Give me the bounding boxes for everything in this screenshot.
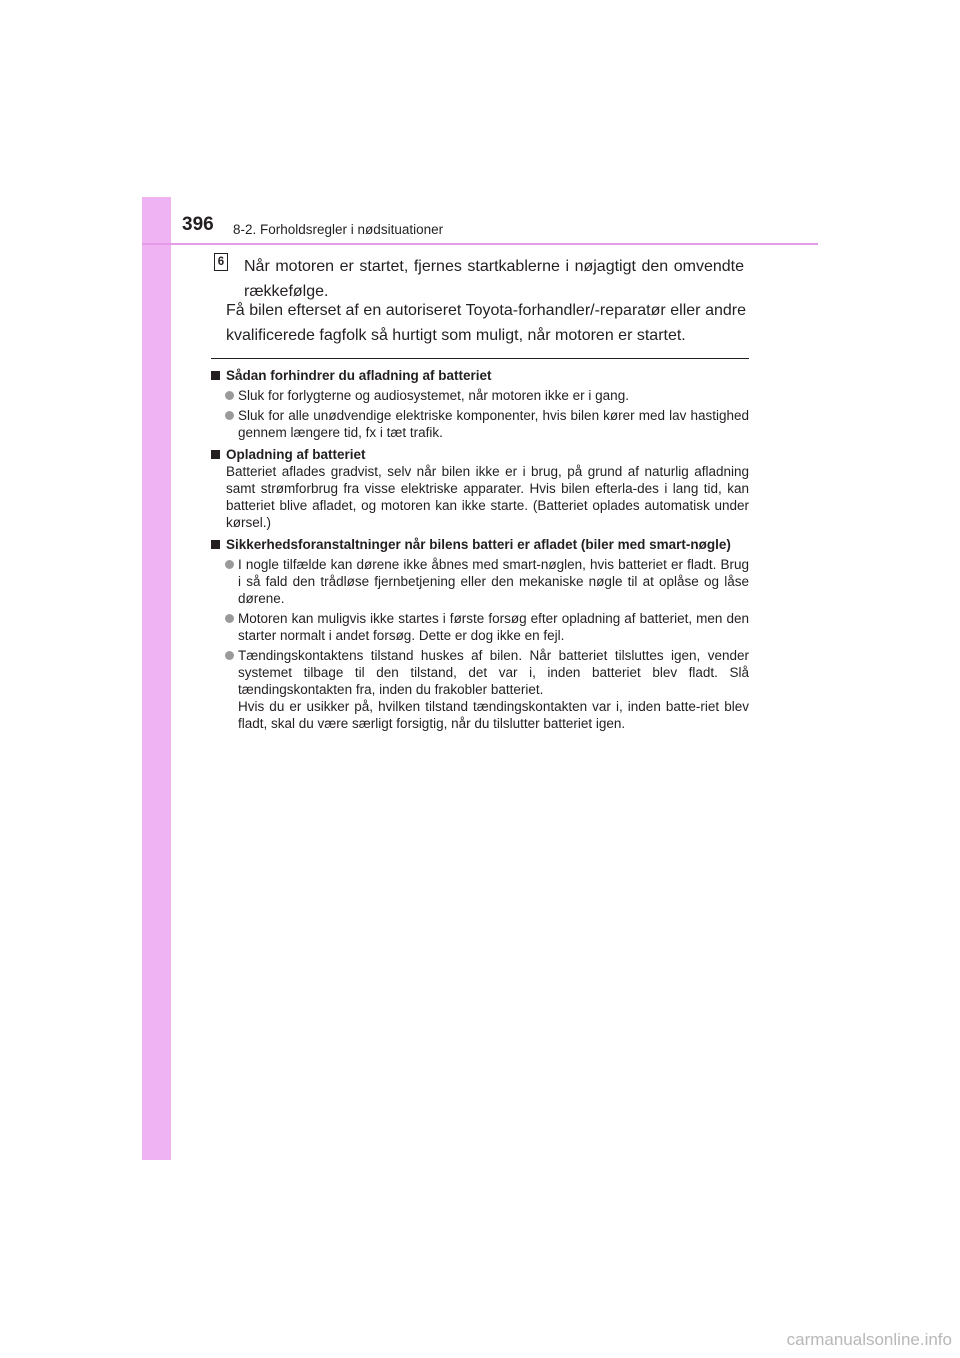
list-item [211,387,749,404]
list-item-text: Motoren kan muligvis ikke startes i første forsøg efter opladning af batteriet, men den starter normalt i andet forsøg. Dette er dog ikke en fejl. [238,611,749,643]
note-heading-text: Opladning af batteriet [226,447,366,462]
note-block [211,536,749,732]
header-rule [142,243,818,245]
list-item [211,647,749,732]
step-number-box: 6 [214,253,228,271]
step-note: Få bilen efterset af en autoriseret Toyota-forhandler/-reparatør eller andre kvalificerede fagfolk så hurtigt som muligt, når motoren er startet. [226,302,746,344]
note-heading-text: Sikkerhedsforanstaltninger når bilens batteri er afladet (biler med smart-nøgle) [226,537,731,552]
note-heading [211,446,749,463]
note-block [211,367,749,441]
note-block [211,446,749,531]
watermark: carmanualsonline.info [786,1330,952,1349]
square-bullet-icon [211,371,220,380]
step-text: Når motoren er startet, fjernes startkablerne i nøjagtigt den omvendte rækkefølge. [244,258,744,300]
list-item-text: Sluk for forlygterne og audiosystemet, når motoren ikke er i gang. [238,388,629,403]
list-item [211,610,749,644]
note-heading [211,367,749,384]
list-item-text: Hvis du er usikker på, hvilken tilstand tændingskontakten var i, inden batte-riet blev fladt, skal du være særligt forsigtig, når du tilslutter batteriet igen. [238,699,749,731]
note-heading-text: Sådan forhindrer du afladning af batteriet [226,368,492,383]
square-bullet-icon [211,540,220,549]
list-item-text: Tændingskontaktens tilstand huskes af bilen. Når batteriet tilsluttes igen, vender systemet tilbage til den tilstand, det var i, inden batteriet blev fladt. Slå tændingskontakten fra, inden du frakobler batteriet. [238,648,749,697]
list-item-text: Sluk for alle unødvendige elektriske komponenter, hvis bilen kører med lav hastighed gennem længere tid, fx i tæt trafik. [238,408,749,440]
note-body: Batteriet aflades gradvist, selv når bilen ikke er i brug, på grund af naturlig afladning samt strømforbrug fra visse elektriske apparater. Hvis bilen efterla-des i lang tid, kan batteriet blive afladet, og motoren kan ikke starte. (Batteriet oplades automatisk under kørsel.) [226,464,749,530]
page-number: 396 [182,214,214,235]
circle-bullet-icon [225,614,234,623]
section-divider [211,358,749,359]
square-bullet-icon [211,450,220,459]
section-title: 8-2. Forholdsregler i nødsituationer [233,222,444,237]
list-item-text: I nogle tilfælde kan dørene ikke åbnes med smart-nøglen, hvis batteriet er fladt. Brug i så fald den trådløse fjernbetjening eller den mekaniske nøgle til at oplåse og låse dørene. [238,557,749,606]
list-item [211,556,749,607]
circle-bullet-icon [225,651,234,660]
circle-bullet-icon [225,391,234,400]
chapter-tab-bar [142,197,171,1160]
note-heading [211,536,749,553]
circle-bullet-icon [225,411,234,420]
list-item [211,407,749,441]
notes-section [211,367,749,737]
circle-bullet-icon [225,560,234,569]
